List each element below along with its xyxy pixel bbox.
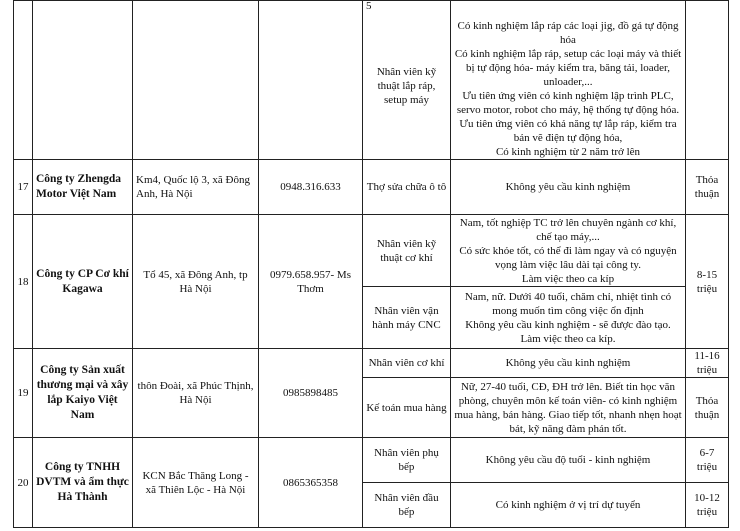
requirement-line: Không yêu cầu kinh nghiệm bbox=[451, 349, 686, 378]
company-name: Công ty CP Cơ khí Kagawa bbox=[33, 215, 133, 349]
table-row bbox=[14, 160, 729, 215]
position-title: Nhân viên kỹ thuật lắp ráp, setup máy bbox=[376, 66, 437, 106]
company-address bbox=[133, 1, 259, 160]
company-name: Công ty Zhengda Motor Việt Nam bbox=[33, 160, 133, 215]
row-number bbox=[14, 1, 33, 160]
company-phone: 0979.658.957- Ms Thơm bbox=[259, 215, 363, 349]
company-phone bbox=[259, 1, 363, 160]
position-title: Nhân viên kỹ thuật cơ khí bbox=[363, 215, 451, 287]
company-name: Công ty TNHH DVTM và ẩm thực Hà Thành bbox=[33, 438, 133, 528]
table-row bbox=[14, 215, 729, 287]
salary: 11-16 triệu bbox=[686, 349, 729, 378]
requirement-line: Có kinh nghiệm ở vị trí dự tuyển bbox=[451, 483, 686, 528]
requirements-cell bbox=[451, 287, 686, 349]
salary: 8-15 triệu bbox=[686, 215, 729, 349]
company-name bbox=[33, 1, 133, 160]
salary bbox=[686, 1, 729, 160]
position-title: Kế toán mua hàng bbox=[363, 378, 451, 438]
requirement-line: Nam, tốt nghiệp TC trở lên chuyên ngành cơ khí, chế tạo máy,... bbox=[459, 216, 677, 243]
requirement-line: Ưu tiên ứng viên có khả năng tự lắp ráp, kiểm tra bản vẽ điện tự động hóa, bbox=[459, 118, 677, 144]
salary: 6-7 triệu bbox=[686, 438, 729, 483]
requirement-line: Nữ, 27-40 tuổi, CĐ, ĐH trở lên. Biết tin học văn phòng, chuyên môn kế toán viên- có kinh nghiệm mua hàng, bán hàng. Giao tiếp tốt, nhanh nhẹn hoạt bát, kỹ năng đàm phán tốt. bbox=[451, 378, 686, 438]
table-row bbox=[14, 349, 729, 378]
requirement-line: Làm việc theo ca kíp bbox=[521, 272, 615, 285]
salary: Thỏa thuận bbox=[686, 378, 729, 438]
position-title: Nhân viên đầu bếp bbox=[363, 483, 451, 528]
company-name: Công ty Sản xuất thương mại và xây lắp Kaiyo Việt Nam bbox=[33, 349, 133, 438]
requirement-line: Không yêu cầu kinh nghiệm bbox=[451, 160, 686, 215]
page-marker: 5 bbox=[366, 0, 372, 12]
company-address: thôn Đoài, xã Phúc Thịnh, Hà Nội bbox=[133, 349, 259, 438]
requirement-line: Không yêu cầu kinh nghiệm - sẽ được đào tạo. Làm việc theo ca kíp. bbox=[465, 318, 671, 345]
requirement-line: Ưu tiên ứng viên có kinh nghiệm lập trình PLC, servo motor, robot cho máy, hệ thống tự động hóa. bbox=[456, 90, 680, 116]
company-address: Tổ 45, xã Đông Anh, tp Hà Nội bbox=[133, 215, 259, 349]
table-row bbox=[14, 1, 729, 160]
position-cell bbox=[363, 1, 451, 160]
requirement-line: Không yêu cầu độ tuổi - kinh nghiệm bbox=[451, 438, 686, 483]
requirement-line: Có kinh nghiệm lắp ráp các loại jig, đồ gá tự động hóa bbox=[457, 20, 679, 46]
requirements-cell bbox=[451, 215, 686, 287]
requirement-line: Có kinh nghiệm từ 2 năm trở lên bbox=[495, 146, 641, 158]
salary: Thỏa thuận bbox=[686, 160, 729, 215]
position-title: Nhân viên cơ khí bbox=[363, 349, 451, 378]
row-number: 20 bbox=[14, 438, 33, 528]
requirements-cell bbox=[451, 1, 686, 160]
company-phone: 0948.316.633 bbox=[259, 160, 363, 215]
job-listing-table bbox=[13, 0, 729, 528]
salary: 10-12 triệu bbox=[686, 483, 729, 528]
company-phone: 0865365358 bbox=[259, 438, 363, 528]
row-number: 18 bbox=[14, 215, 33, 349]
requirement-line: Có kinh nghiệm lắp ráp, setup các loại máy và thiết bị tự động hóa- máy kiểm tra, băng tải, loader, unloader,... bbox=[454, 48, 682, 88]
table-row bbox=[14, 438, 729, 483]
company-phone: 0985898485 bbox=[259, 349, 363, 438]
row-number: 19 bbox=[14, 349, 33, 438]
position-title: Thợ sửa chữa ô tô bbox=[363, 160, 451, 215]
requirement-line: Có sức khỏe tốt, có thể đi làm ngay và có nguyện vọng làm việc lâu dài tại công ty. bbox=[459, 244, 677, 271]
position-title: Nhân viên phụ bếp bbox=[363, 438, 451, 483]
company-address: Km4, Quốc lộ 3, xã Đông Anh, Hà Nội bbox=[133, 160, 259, 215]
requirement-line: Nam, nữ. Dưới 40 tuổi, chăm chỉ, nhiệt tình có mong muốn tìm công việc ổn định bbox=[464, 290, 672, 317]
company-address: KCN Bắc Thăng Long - xã Thiên Lộc - Hà Nội bbox=[133, 438, 259, 528]
position-title: Nhân viên vận hành máy CNC bbox=[363, 287, 451, 349]
row-number: 17 bbox=[14, 160, 33, 215]
